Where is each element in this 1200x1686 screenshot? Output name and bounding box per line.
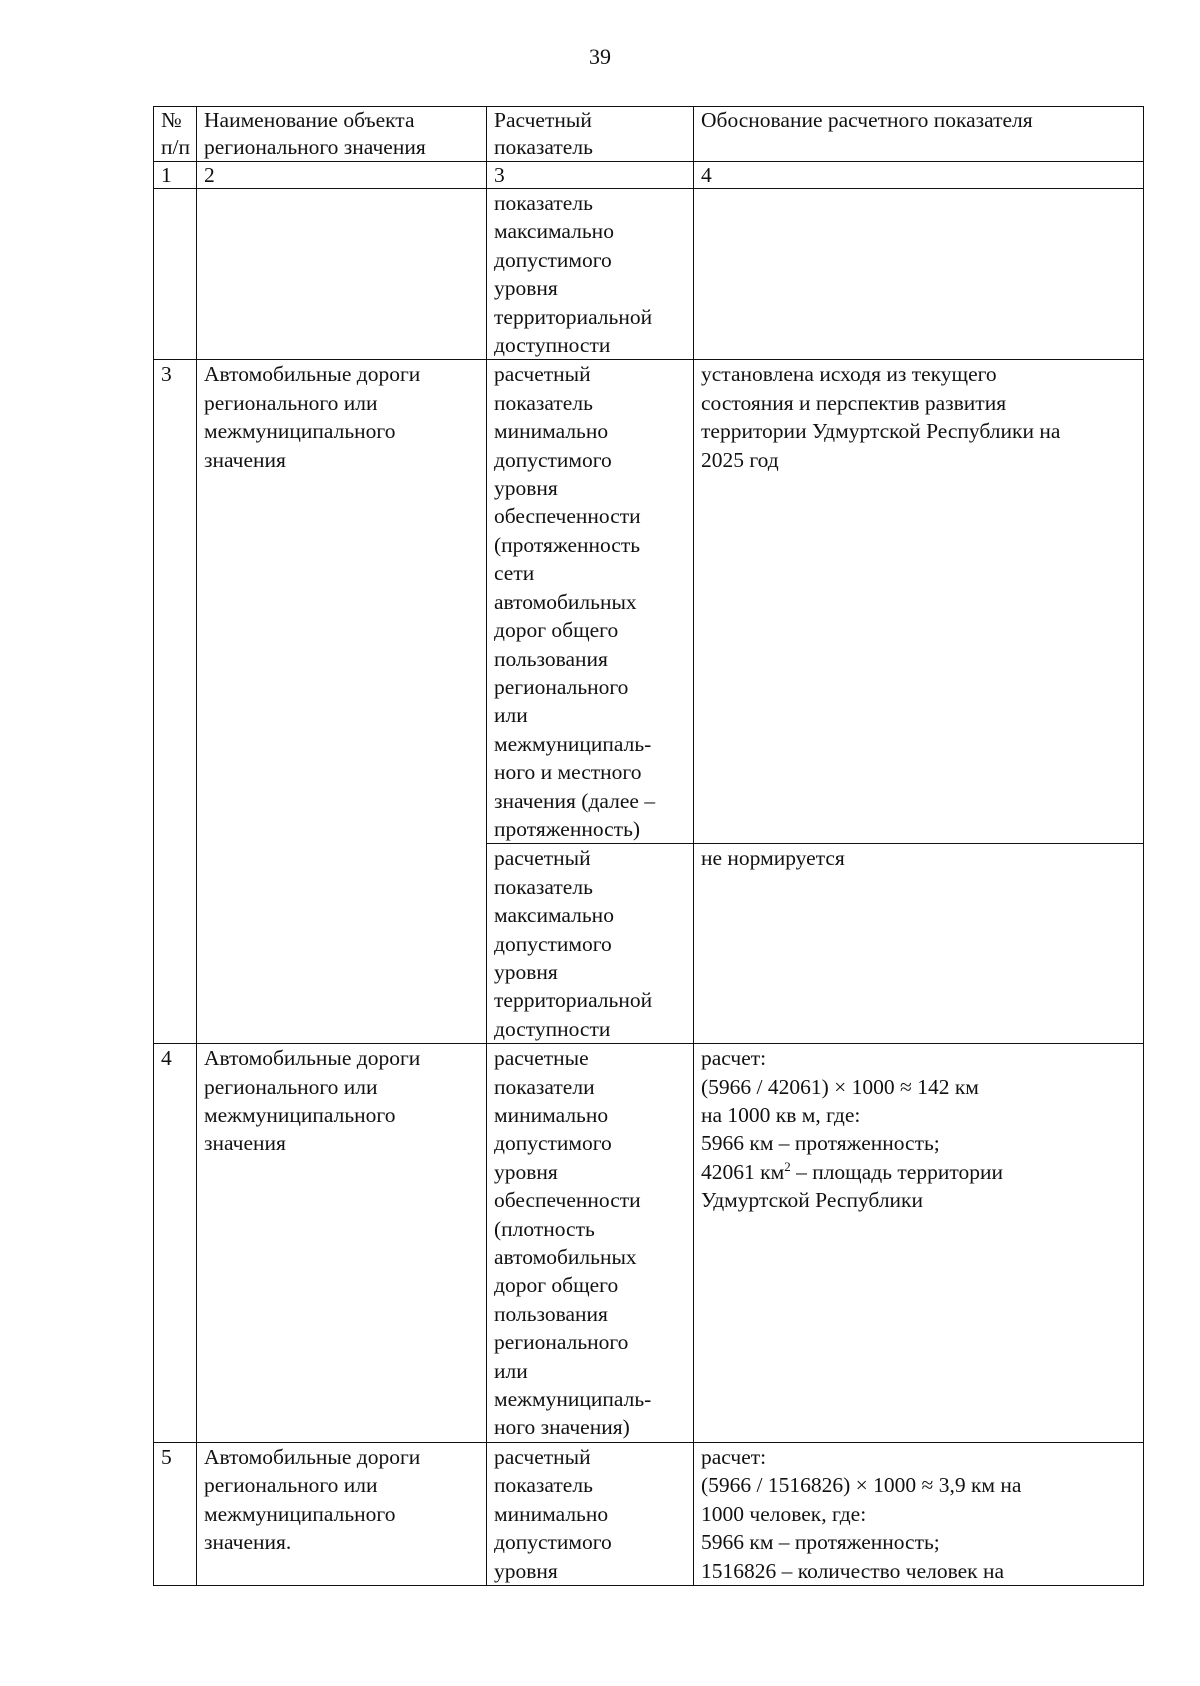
indicator-cell: расчетные показатели минимально допустимого уровня обеспеченности (плотность автомобильных дорог общего пользования регионального или межмуниципаль- ного значения) xyxy=(487,1044,694,1443)
row-number xyxy=(154,189,197,360)
indicator-cell: расчетный показатель максимально допустимого уровня территориальной доступности xyxy=(487,844,694,1044)
rationale-cell xyxy=(694,189,1144,360)
rationale-cell: расчет: (5966 / 1516826) × 1000 ≈ 3,9 км на 1000 человек, где: 5966 км – протяженность; 1516826 – количество человек на xyxy=(694,1442,1144,1585)
header-col-number: № п/п xyxy=(154,107,197,162)
object-name-cell xyxy=(197,189,487,360)
table-header-row xyxy=(154,107,1144,162)
row-number: 5 xyxy=(154,1442,197,1585)
row-number: 4 xyxy=(154,1044,197,1443)
page-number: 39 xyxy=(589,44,611,69)
area-line: 42061 $км^2$ – площадь территории xyxy=(701,1158,1003,1184)
column-number: 2 xyxy=(197,162,487,189)
row-number: 3 xyxy=(154,360,197,1044)
column-number: 3 xyxy=(487,162,694,189)
table-row xyxy=(154,1442,1144,1585)
header-col-object: Наименование объекта регионального значения xyxy=(197,107,487,162)
object-name-cell: Автомобильные дороги регионального или межмуниципального значения xyxy=(197,360,487,1044)
superscript: 2 xyxy=(784,1158,791,1174)
rationale-cell: не нормируется xyxy=(694,844,1144,1044)
indicator-cell: расчетный показатель минимально допустимого уровня обеспеченности (протяженность сети автомобильных дорог общего пользования регионального или межмуниципаль- ного и местного значения (далее – протяженность) xyxy=(487,360,694,844)
object-name-cell: Автомобильные дороги регионального или межмуниципального значения. xyxy=(197,1442,487,1585)
column-numbers-row xyxy=(154,162,1144,189)
indicator-cell: показатель максимально допустимого уровня территориальной доступности xyxy=(487,189,694,360)
header-col-rationale: Обоснование расчетного показателя xyxy=(694,107,1144,162)
rationale-cell: расчет: (5966 / 42061) × 1000 ≈ 142 км на 1000 кв м, где: 5966 км – протяженность; 42061 $км^2$ – площадь территории Удмуртской Республики xyxy=(694,1044,1144,1443)
indicators-table xyxy=(153,106,1144,1586)
header-col-indicator: Расчетный показатель xyxy=(487,107,694,162)
column-number: 1 xyxy=(154,162,197,189)
column-number: 4 xyxy=(694,162,1144,189)
rationale-cell: установлена исходя из текущего состояния и перспектив развития территории Удмуртской Республики на 2025 год xyxy=(694,360,1144,844)
table-row xyxy=(154,189,1144,360)
table-row xyxy=(154,1044,1144,1443)
table-row xyxy=(154,360,1144,844)
indicator-cell: расчетный показатель минимально допустимого уровня xyxy=(487,1442,694,1585)
object-name-cell: Автомобильные дороги регионального или межмуниципального значения xyxy=(197,1044,487,1443)
